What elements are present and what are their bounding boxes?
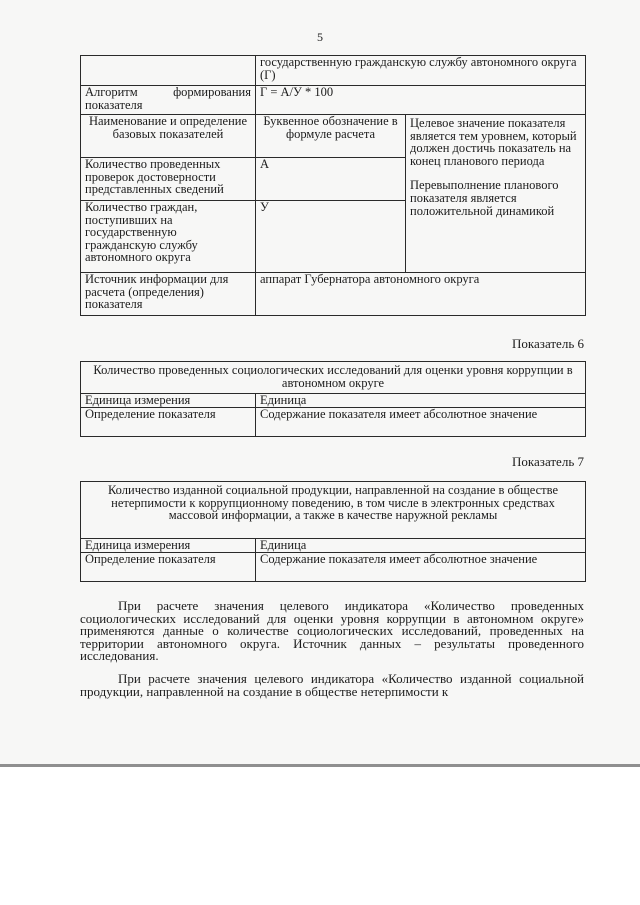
page-number: 5 [317,30,323,44]
target-value-text: Целевое значение показателя является тем уровнем, который должен достичь показатель на конец планового периода [410,116,577,168]
indicator7-caption: Показатель 7 [512,454,584,469]
indicator7-table [80,481,586,582]
target-value-cell [406,115,586,273]
table-cell: Алгоритм формирования показателя [81,86,256,115]
table-cell: Единица [256,539,586,553]
scan-edge [0,764,640,767]
table-cell: Единица измерения [81,539,256,553]
table-cell: Количество граждан, поступивших на государственную гражданскую службу автономного округа [81,201,256,273]
table-header-cell: Буквенное обозначение в формуле расчета [256,115,406,158]
indicator6-table [80,361,586,437]
formula-cell: Г = А/У * 100 [256,86,586,115]
table-cell: Содержание показателя имеет абсолютное значение [256,553,586,582]
paragraph-2: При расчете значения целевого индикатора «Количество изданной социальной продукции, направленной на создание в обществе нетерпимости к [80,671,584,699]
overfulfillment-text: Перевыполнение планового показателя является положительной динамикой [410,178,559,218]
table-cell: Содержание показателя имеет абсолютное значение [256,408,586,437]
table-cell: Единица [256,394,586,408]
indicator6-caption: Показатель 6 [512,336,584,351]
table-cell: Источник информации для расчета (определения) показателя [81,273,256,316]
table-cell [81,56,256,86]
table-cell: Единица измерения [81,394,256,408]
table-cell: Определение показателя [81,408,256,437]
table-cell: Количество проведенных проверок достоверности представленных сведений [81,158,256,201]
table-cell: Определение показателя [81,553,256,582]
table-cell: аппарат Губернатора автономного округа [256,273,586,316]
table-cell: А [256,158,406,201]
table-cell: У [256,201,406,273]
indicator7-title: Количество изданной социальной продукции, направленной на создание в обществе нетерпимости к коррупционному поведению, в том числе в электронных средствах массовой информации, а также в качестве наружной рекламы [81,482,586,539]
table-cell: государственную гражданскую службу автономного округа (Г) [256,56,586,86]
indicator5-table [80,55,586,316]
table-header-cell: Наименование и определение базовых показателей [81,115,256,158]
indicator6-title: Количество проведенных социологических исследований для оценки уровня коррупции в автономном округе [81,362,586,394]
paragraph-1: При расчете значения целевого индикатора «Количество проведенных социологических исследований для оценки уровня коррупции в автономном округе» применяются данные о количестве социологических исследований, проведенных на территории автономного округа. Источник данных – результаты проведенного исследования. [80,598,584,664]
